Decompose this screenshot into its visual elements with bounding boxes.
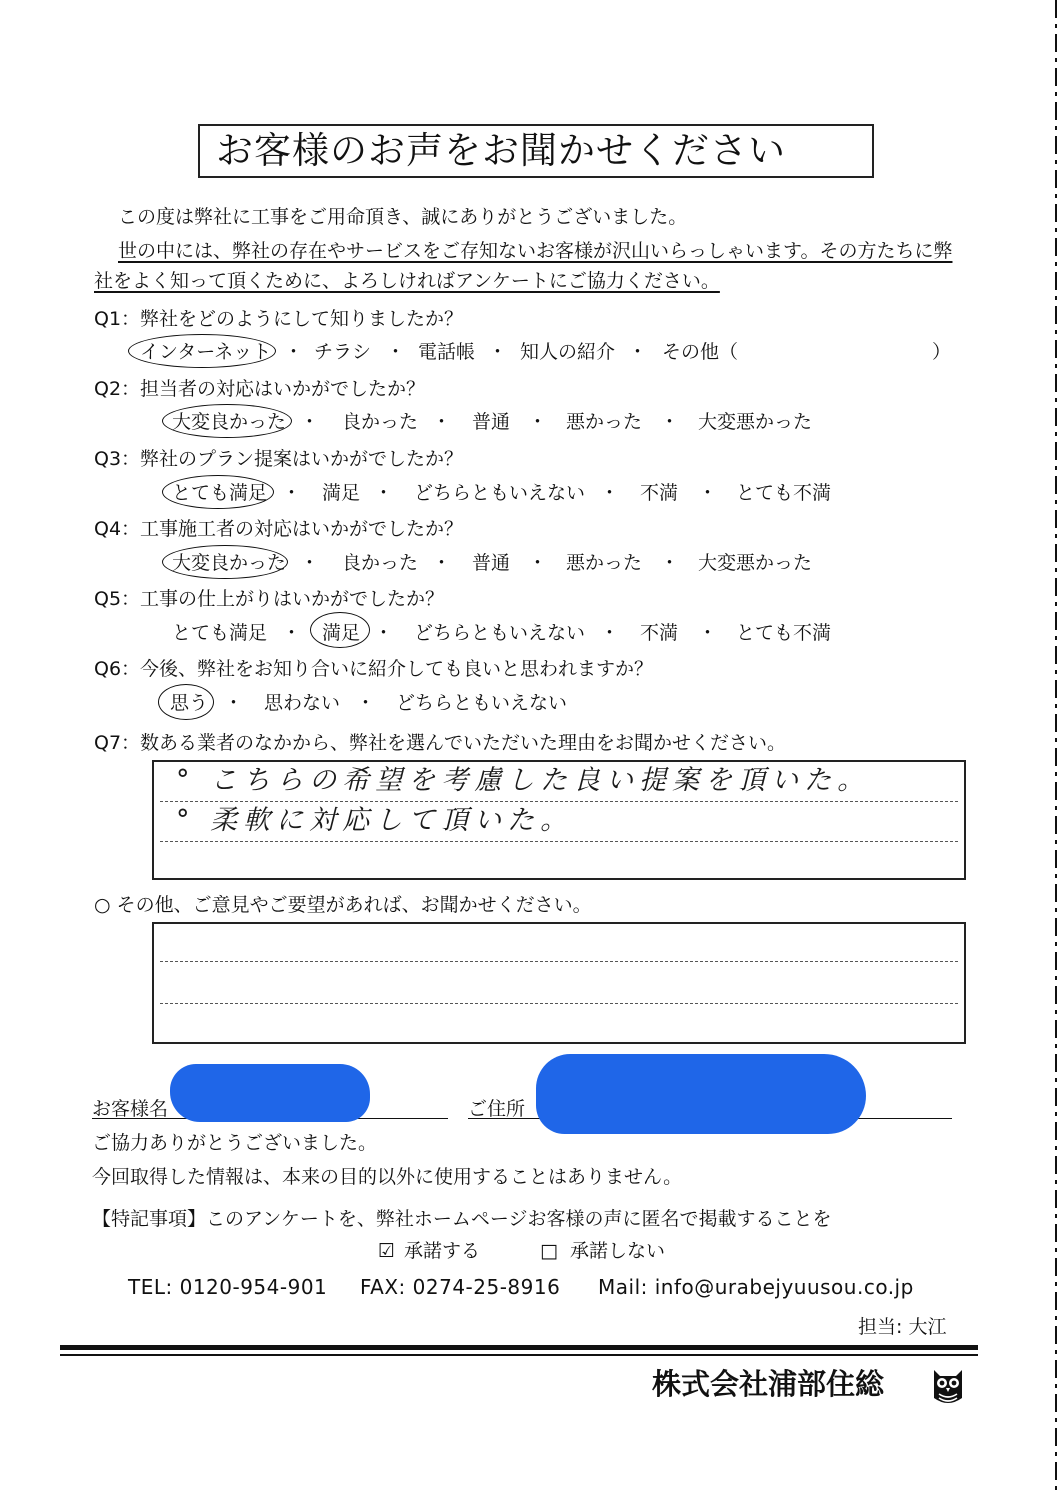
intro-line-3: 社をよく知って頂くために、よろしければアンケートにご協力ください。 [94, 270, 720, 292]
answer-rule [160, 841, 958, 842]
contact-fax: FAX: 0274-25-8916 [360, 1275, 561, 1299]
separator-dot: ・ [374, 482, 394, 504]
q1-option-internet[interactable]: インターネット [140, 341, 272, 363]
checkbox-icon[interactable]: □ [540, 1240, 558, 1262]
scan-edge [1050, 0, 1060, 1496]
q1-option-other[interactable]: その他（ [662, 341, 739, 363]
consent-approve-label: 承諾する [404, 1240, 481, 1262]
q3-option-neutral[interactable]: どちらともいえない [414, 482, 586, 504]
q5-selection-circle [310, 612, 370, 648]
q1-option-referral[interactable]: 知人の紹介 [520, 341, 616, 363]
separator-dot: ・ [432, 552, 452, 574]
q2-selection-circle [162, 404, 292, 438]
owl-logo-icon [928, 1364, 968, 1408]
q3-selection-circle [162, 475, 274, 509]
q5-option-unsatisfied[interactable]: 不満 [640, 622, 679, 644]
separator-dot: ・ [660, 411, 680, 433]
thanks-text: ご協力ありがとうございました。 [92, 1132, 378, 1154]
other-comments-box[interactable] [152, 922, 966, 1044]
q4-option-very-bad[interactable]: 大変悪かった [698, 552, 813, 574]
q5-option-satisfied[interactable]: 満足 [322, 622, 361, 644]
separator-dot: ・ [386, 341, 406, 363]
q5-option-very-unsatisfied[interactable]: とても不満 [736, 622, 832, 644]
checkbox-icon[interactable]: ☑ [378, 1240, 396, 1262]
separator-dot: ・ [600, 622, 620, 644]
separator-dot: ・ [488, 341, 508, 363]
q4-option-very-good[interactable]: 大変良かった [172, 552, 287, 574]
question-1-label: Q1：弊社をどのようにして知りましたか？ [94, 308, 464, 330]
q2-option-normal[interactable]: 普通 [472, 411, 511, 433]
separator-dot: ・ [300, 552, 320, 574]
q2-option-very-good[interactable]: 大変良かった [172, 411, 287, 433]
q2-option-good[interactable]: 良かった [342, 411, 419, 433]
q3-option-unsatisfied[interactable]: 不満 [640, 482, 679, 504]
contact-mail[interactable]: Mail: info@urabejyuusou.co.jp [598, 1275, 914, 1299]
question-7-label: Q7：数ある業者のなかから、弊社を選んでいただいた理由をお聞かせください。 [94, 732, 787, 754]
staff-label: 担当: 大江 [858, 1316, 947, 1338]
separator-dot: ・ [374, 622, 394, 644]
company-name: 株式会社浦部住総 [652, 1367, 885, 1401]
separator-dot: ・ [224, 692, 244, 714]
q3-option-very-satisfied[interactable]: とても満足 [172, 482, 268, 504]
q7-answer-line-2: ° 柔軟に対応して頂いた。 [176, 805, 574, 836]
q4-selection-circle [162, 545, 288, 579]
q2-option-very-bad[interactable]: 大変悪かった [698, 411, 813, 433]
q3-option-satisfied[interactable]: 満足 [322, 482, 361, 504]
answer-rule [160, 801, 958, 802]
q5-option-very-satisfied[interactable]: とても満足 [172, 622, 268, 644]
q6-option-neutral[interactable]: どちらともいえない [396, 692, 568, 714]
page-title: お客様のお声をお聞かせください [216, 129, 786, 172]
consent-decline-label: 承諾しない [570, 1240, 666, 1262]
q3-option-very-unsatisfied[interactable]: とても不満 [736, 482, 832, 504]
separator-dot: ・ [698, 622, 718, 644]
q5-option-neutral[interactable]: どちらともいえない [414, 622, 586, 644]
intro-line-2: 世の中には、弊社の存在やサービスをご存知ないお客様が沢山いらっしゃいます。その方たちに弊 [118, 240, 953, 262]
comment-rule [160, 961, 958, 962]
contact-tel: TEL: 0120-954-901 [128, 1275, 328, 1299]
separator-dot: ・ [600, 482, 620, 504]
separator-dot: ・ [432, 411, 452, 433]
privacy-text: 今回取得した情報は、本来の目的以外に使用することはありません。 [92, 1166, 683, 1188]
q4-option-bad[interactable]: 悪かった [566, 552, 643, 574]
q6-option-no[interactable]: 思わない [264, 692, 341, 714]
q4-option-normal[interactable]: 普通 [472, 552, 511, 574]
q2-option-bad[interactable]: 悪かった [566, 411, 643, 433]
special-note: 【特記事項】このアンケートを、弊社ホームページお客様の声に匿名で掲載することを [92, 1208, 832, 1230]
question-2-label: Q2：担当者の対応はいかがでしたか？ [94, 378, 426, 400]
footer-rule-thick [60, 1345, 978, 1350]
question-3-label: Q3：弊社のプラン提案はいかがでしたか？ [94, 448, 464, 470]
address-label: ご住所 [468, 1098, 526, 1120]
footer-rule-thin [60, 1354, 978, 1356]
question-5-label: Q5：工事の仕上がりはいかがでしたか？ [94, 588, 445, 610]
separator-dot: ・ [282, 622, 302, 644]
q1-selection-circle [128, 334, 276, 368]
separator-dot: ・ [528, 411, 548, 433]
q1-option-flyer[interactable]: チラシ [314, 341, 372, 363]
question-6-label: Q6：今後、弊社をお知り合いに紹介しても良いと思われますか？ [94, 658, 654, 680]
q7-answer-line-1: ° こちらの希望を考慮した良い提案を頂いた。 [176, 765, 871, 796]
q6-option-yes[interactable]: 思う [170, 692, 209, 714]
separator-dot: ・ [528, 552, 548, 574]
q1-other-close: ） [932, 341, 952, 363]
separator-dot: ・ [300, 411, 320, 433]
customer-name-label: お客様名 [92, 1098, 169, 1120]
comment-rule [160, 1003, 958, 1004]
redacted-name [170, 1064, 370, 1122]
redacted-address [536, 1054, 866, 1134]
q6-selection-circle [158, 684, 214, 720]
q4-option-good[interactable]: 良かった [342, 552, 419, 574]
separator-dot: ・ [356, 692, 376, 714]
intro-line-1: この度は弊社に工事をご用命頂き、誠にありがとうございました。 [118, 206, 688, 228]
other-comments-label: ○ その他、ご意見やご要望があれば、お聞かせください。 [94, 894, 592, 916]
q1-option-phonebook[interactable]: 電話帳 [418, 341, 476, 363]
separator-dot: ・ [284, 341, 304, 363]
separator-dot: ・ [698, 482, 718, 504]
separator-dot: ・ [628, 341, 648, 363]
separator-dot: ・ [660, 552, 680, 574]
separator-dot: ・ [282, 482, 302, 504]
question-4-label: Q4：工事施工者の対応はいかがでしたか？ [94, 518, 464, 540]
